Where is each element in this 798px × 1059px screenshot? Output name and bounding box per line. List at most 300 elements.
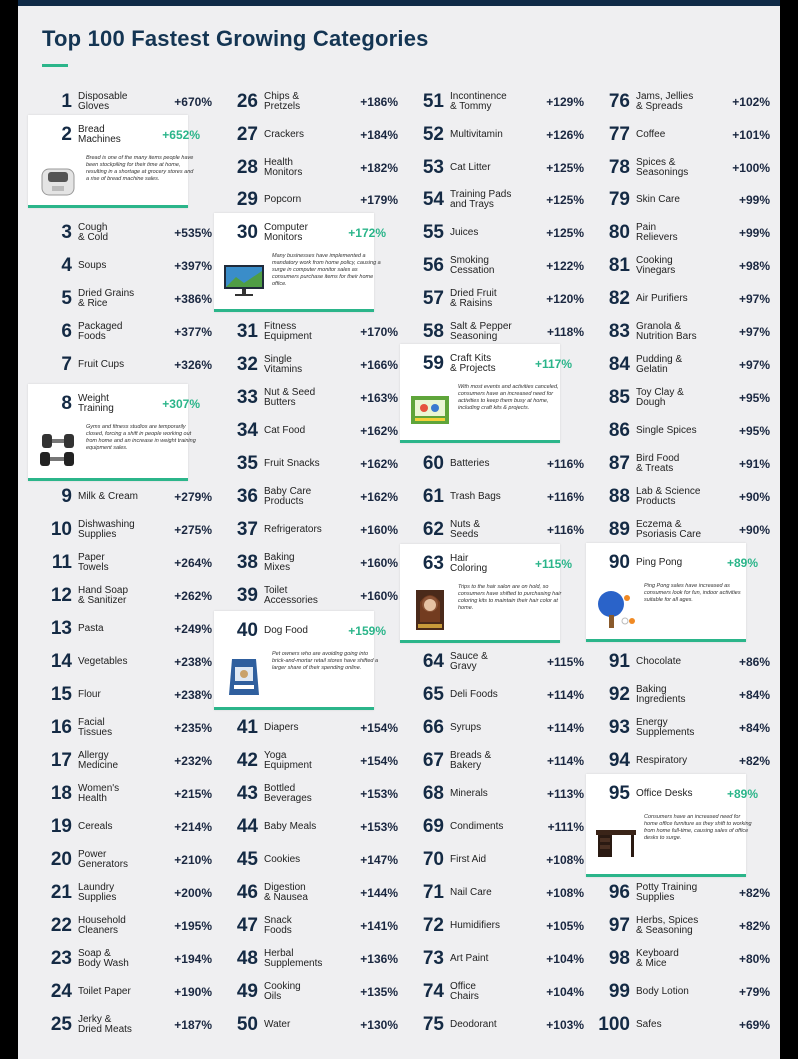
category-name: Condiments [450,821,504,832]
ranking-item [408,945,588,973]
rank-number: 48 [236,948,258,969]
ranking-item [594,780,766,808]
highlight-card [400,344,572,443]
rank-number: 2 [61,124,72,145]
rank-number: 100 [598,1014,630,1035]
rank-number: 31 [236,321,258,342]
growth-percent: +80% [738,952,770,966]
growth-percent: +249% [174,622,212,636]
growth-percent: +116% [546,490,584,504]
ranking-item [594,252,774,280]
growth-percent: +115% [534,557,572,571]
growth-percent: +103% [546,1018,584,1032]
category-name: Fitness Equipment [264,321,312,342]
rank-number: 53 [422,157,444,178]
ranking-item [408,879,588,907]
rank-number: 40 [236,620,258,641]
growth-percent: +125% [546,161,584,175]
rank-number: 77 [608,124,630,145]
category-name: Batteries [450,458,490,469]
growth-percent: +275% [174,523,212,537]
rank-number: 1 [61,91,72,112]
ranking-item [594,351,774,379]
growth-percent: +89% [726,787,758,801]
rank-number: 19 [50,816,72,837]
rank-number: 46 [236,882,258,903]
ranking-item [222,846,402,874]
category-name: Eczema & Psoriasis Care [636,519,702,540]
category-name: Power Generators [78,849,129,870]
growth-percent: +147% [360,853,398,867]
growth-percent: +307% [162,397,200,411]
growth-percent: +141% [360,919,398,933]
ranking-item [408,450,588,478]
ranking-item [594,318,774,346]
highlight-description: Consumers have an increased need for home office furniture as they shift to working from home full-time, causing sales of office desks to surge. [644,814,752,841]
ranking-item [408,550,580,578]
rank-number: 25 [50,1014,72,1035]
category-name: Baking Mixes [264,552,295,573]
ranking-item [408,714,588,742]
ranking-item [222,912,402,940]
rank-number: 72 [422,915,444,936]
highlight-card [214,213,386,312]
growth-percent: +170% [360,325,398,339]
growth-percent: +105% [546,919,584,933]
growth-percent: +195% [174,919,212,933]
ranking-item [594,714,774,742]
rank-number: 86 [608,420,630,441]
highlight-card [400,544,572,643]
category-name: Single Spices [636,425,697,436]
growth-percent: +397% [174,259,212,273]
growth-percent: +90% [738,490,770,504]
category-name: Pudding & Gelatin [636,354,683,375]
ranking-item [222,582,402,610]
growth-percent: +200% [174,886,212,900]
category-name: Deodorant [450,1019,497,1030]
category-name: Bread Machines [78,124,121,145]
ranking-item [594,945,774,973]
highlight-card [586,543,758,642]
category-name: Nut & Seed Butters [264,387,316,408]
growth-percent: +262% [174,589,212,603]
category-name: Cooking Oils [264,981,301,1002]
rank-number: 47 [236,915,258,936]
rank-number: 17 [50,750,72,771]
category-name: Incontinence & Tommy [450,91,507,112]
ranking-item [408,978,588,1006]
category-name: Popcorn [264,194,302,205]
rank-number: 20 [50,849,72,870]
rank-number: 79 [608,189,630,210]
ranking-item [408,813,588,841]
rank-number: 91 [608,651,630,672]
ranking-item [594,88,774,116]
ranking-item [222,1011,402,1039]
highlight-description: Trips to the hair salon are on hold, so consumers have shifted to purchasing hair coloring kits to maintain their hair color at home. [458,584,562,611]
category-name: Chips & Pretzels [264,91,301,112]
category-name: Laundry Supplies [78,882,117,903]
growth-percent: +160% [360,523,398,537]
growth-percent: +160% [360,556,398,570]
growth-percent: +179% [360,193,398,207]
ranking-item [594,1011,774,1039]
growth-percent: +670% [174,95,212,109]
rank-number: 58 [422,321,444,342]
category-name: Snack Foods [264,915,292,936]
ranking-item [222,384,402,412]
growth-percent: +101% [732,128,770,142]
ranking-item [408,780,588,808]
growth-percent: +172% [348,226,386,240]
ranking-item [594,648,774,676]
category-name: First Aid [450,854,487,865]
rank-number: 59 [422,353,444,374]
category-name: Baking Ingredients [636,684,686,705]
category-name: Deli Foods [450,689,498,700]
growth-percent: +154% [360,721,398,735]
rank-number: 14 [50,651,72,672]
ranking-item [36,88,216,116]
category-name: Digestion & Nausea [264,882,308,903]
rank-number: 66 [422,717,444,738]
category-name: Humidifiers [450,920,501,931]
ranking-item [36,945,216,973]
category-name: Training Pads and Trays [450,189,512,210]
ranking-item [36,780,216,808]
ranking-item [408,846,588,874]
growth-percent: +82% [738,886,770,900]
rank-number: 63 [422,553,444,574]
growth-percent: +95% [738,391,770,405]
ranking-item [408,483,588,511]
hair-color-box-icon [408,588,452,632]
growth-percent: +153% [360,787,398,801]
growth-percent: +97% [738,358,770,372]
growth-percent: +652% [162,128,200,142]
rank-number: 87 [608,453,630,474]
growth-percent: +186% [360,95,398,109]
category-name: Cereals [78,821,113,832]
growth-percent: +90% [738,523,770,537]
growth-percent: +97% [738,292,770,306]
category-name: Dried Fruit & Raisins [450,288,497,309]
ranking-item [36,390,208,418]
ranking-item [594,978,774,1006]
category-name: Body Lotion [636,986,689,997]
rank-number: 96 [608,882,630,903]
category-name: Dishwashing Supplies [78,519,135,540]
rank-number: 29 [236,189,258,210]
rank-number: 83 [608,321,630,342]
growth-percent: +99% [738,193,770,207]
growth-percent: +235% [174,721,212,735]
growth-percent: +377% [174,325,212,339]
ranking-item [36,912,216,940]
growth-percent: +113% [546,787,584,801]
ranking-item [408,88,588,116]
category-name: Milk & Cream [78,491,139,502]
growth-percent: +264% [174,556,212,570]
growth-percent: +100% [732,161,770,175]
ranking-item [222,780,402,808]
rank-number: 94 [608,750,630,771]
growth-percent: +99% [738,226,770,240]
rank-number: 69 [422,816,444,837]
category-name: Health Monitors [264,157,303,178]
ranking-item [222,351,402,379]
rank-number: 38 [236,552,258,573]
ranking-item [408,516,588,544]
category-name: Syrups [450,722,482,733]
growth-percent: +118% [546,325,584,339]
ranking-item [222,549,402,577]
ranking-item [594,747,774,775]
category-name: Weight Training [78,393,114,414]
growth-percent: +326% [174,358,212,372]
category-name: Jerky & Dried Meats [78,1014,132,1035]
rank-number: 64 [422,651,444,672]
category-name: Single Vitamins [264,354,303,375]
ranking-item [408,912,588,940]
highlight-card [28,115,200,208]
highlight-card [28,384,200,481]
category-name: Salt & Pepper Seasoning [450,321,512,342]
category-name: Crackers [264,129,305,140]
category-name: Flour [78,689,101,700]
infographic-page [18,0,780,1059]
rank-number: 92 [608,684,630,705]
ranking-item [36,681,216,709]
rank-number: 62 [422,519,444,540]
ranking-item [36,846,216,874]
ranking-item [594,186,774,214]
growth-percent: +116% [546,457,584,471]
rank-number: 12 [50,585,72,606]
ranking-item [36,582,216,610]
category-name: Herbs, Spices & Seasoning [636,915,699,936]
rank-number: 90 [608,552,630,573]
growth-percent: +279% [174,490,212,504]
rank-number: 67 [422,750,444,771]
growth-percent: +104% [546,952,584,966]
growth-percent: +114% [546,754,584,768]
category-name: Potty Training Supplies [636,882,698,903]
rank-number: 45 [236,849,258,870]
ranking-item [36,351,216,379]
growth-percent: +159% [348,624,386,638]
rank-number: 23 [50,948,72,969]
growth-percent: +162% [360,457,398,471]
category-name: Art Paint [450,953,489,964]
ranking-item [222,186,402,214]
rank-number: 80 [608,222,630,243]
category-name: Jams, Jellies & Spreads [636,91,694,112]
category-name: Water [264,1019,291,1030]
rank-number: 60 [422,453,444,474]
ranking-item [36,483,216,511]
highlight-description: With most events and activities canceled, consumers have an increased need for activities to keep them busy at home, including craft kits & projects. [458,384,559,411]
category-name: Nuts & Seeds [450,519,481,540]
category-name: Toy Clay & Dough [636,387,684,408]
rank-number: 65 [422,684,444,705]
bread-machine-icon [36,159,80,203]
craft-kit-icon [408,388,452,432]
growth-percent: +187% [174,1018,212,1032]
category-name: Energy Supplements [636,717,695,738]
rank-number: 7 [61,354,72,375]
rank-number: 43 [236,783,258,804]
category-name: Breads & Bakery [450,750,492,771]
rank-number: 22 [50,915,72,936]
ranking-item [36,714,216,742]
rank-number: 18 [50,783,72,804]
highlight-description: Bread is one of the many items people have been stockpiling for their time at home, resulting in a shortage at grocery stores and a rise of bread machine sales. [86,155,194,182]
growth-percent: +154% [360,754,398,768]
ranking-item [222,450,402,478]
growth-percent: +136% [360,952,398,966]
rank-number: 8 [61,393,72,414]
category-name: Respiratory [636,755,688,766]
ranking-item [36,318,216,346]
ranking-item [222,714,402,742]
growth-percent: +108% [546,886,584,900]
growth-percent: +166% [360,358,398,372]
rank-number: 37 [236,519,258,540]
category-name: Paper Towels [78,552,109,573]
growth-percent: +69% [738,1018,770,1032]
category-name: Hand Soap & Sanitizer [78,585,129,606]
growth-percent: +386% [174,292,212,306]
growth-percent: +114% [546,688,584,702]
growth-percent: +122% [546,259,584,273]
office-desk-icon [594,818,638,862]
growth-percent: +182% [360,161,398,175]
category-name: Minerals [450,788,488,799]
growth-percent: +535% [174,226,212,240]
ranking-item [36,549,216,577]
category-name: Bottled Beverages [264,783,312,804]
rank-number: 36 [236,486,258,507]
growth-percent: +162% [360,424,398,438]
growth-percent: +210% [174,853,212,867]
growth-percent: +214% [174,820,212,834]
rank-number: 41 [236,717,258,738]
category-name: Toilet Paper [78,986,131,997]
category-name: Juices [450,227,479,238]
ranking-item [222,318,402,346]
ranking-item [36,615,216,643]
rank-number: 11 [51,552,72,573]
growth-percent: +126% [546,128,584,142]
ranking-item [222,88,402,116]
rank-number: 97 [608,915,630,936]
ranking-item [594,879,774,907]
growth-percent: +104% [546,985,584,999]
ranking-item [408,648,588,676]
rank-number: 57 [422,288,444,309]
ranking-item [36,516,216,544]
category-name: Baby Meals [264,821,317,832]
ranking-item [222,219,394,247]
highlight-card [214,611,386,710]
ranking-item [36,285,216,313]
category-name: Bird Food & Treats [636,453,680,474]
growth-percent: +163% [360,391,398,405]
growth-percent: +232% [174,754,212,768]
growth-percent: +95% [738,424,770,438]
rank-number: 35 [236,453,258,474]
category-name: Keyboard & Mice [636,948,679,969]
growth-percent: +102% [732,95,770,109]
rank-number: 42 [236,750,258,771]
ranking-column-2 [222,0,402,1059]
ranking-item [594,549,766,577]
rank-number: 28 [236,157,258,178]
category-name: Safes [636,1019,662,1030]
rank-number: 6 [61,321,72,342]
rank-number: 75 [422,1014,444,1035]
category-name: Disposable Gloves [78,91,128,112]
ranking-item [594,417,774,445]
rank-number: 55 [422,222,444,243]
rank-number: 85 [608,387,630,408]
category-name: Diapers [264,722,299,733]
category-name: Cat Food [264,425,306,436]
category-name: Women's Health [78,783,120,804]
growth-percent: +115% [546,655,584,669]
growth-percent: +82% [738,754,770,768]
category-name: Fruit Cups [78,359,125,370]
category-name: Toilet Accessories [264,585,318,606]
rank-number: 16 [50,717,72,738]
growth-percent: +108% [546,853,584,867]
ranking-item [594,516,774,544]
ranking-item [594,384,774,412]
rank-number: 33 [236,387,258,408]
ranking-item [222,154,402,182]
growth-percent: +79% [738,985,770,999]
category-name: Craft Kits & Projects [450,353,496,374]
category-name: Air Purifiers [636,293,688,304]
growth-percent: +84% [738,688,770,702]
rank-number: 70 [422,849,444,870]
rank-number: 51 [422,91,444,112]
ranking-item [36,813,216,841]
rank-number: 89 [608,519,630,540]
category-name: Refrigerators [264,524,322,535]
ranking-item [36,747,216,775]
rank-number: 54 [422,189,444,210]
highlight-description: Ping Pong sales have increased as consumers look for fun, indoor activities suitable for all ages. [644,583,741,603]
rank-number: 49 [236,981,258,1002]
highlight-description: Pet owners who are avoiding going into brick-and-mortar retail stores have shifted a larger share of their spending online. [272,651,379,671]
ranking-item [36,121,208,149]
ranking-item [594,450,774,478]
growth-percent: +120% [546,292,584,306]
rank-number: 76 [608,91,630,112]
category-name: Computer Monitors [264,222,308,243]
growth-percent: +97% [738,325,770,339]
highlight-description: Many businesses have implemented a mandatory work from home policy, causing a surge in computer monitor sales as consumers purchase items for their home office. [272,253,381,287]
ranking-item [222,121,402,149]
dumbbell-icon [36,428,80,472]
highlight-description: Gyms and fitness studios are temporarily closed, forcing a shift in people working out from home and an increase in weight training equipment sales. [86,424,196,451]
ranking-item [222,747,402,775]
rank-number: 88 [608,486,630,507]
category-name: Nail Care [450,887,492,898]
